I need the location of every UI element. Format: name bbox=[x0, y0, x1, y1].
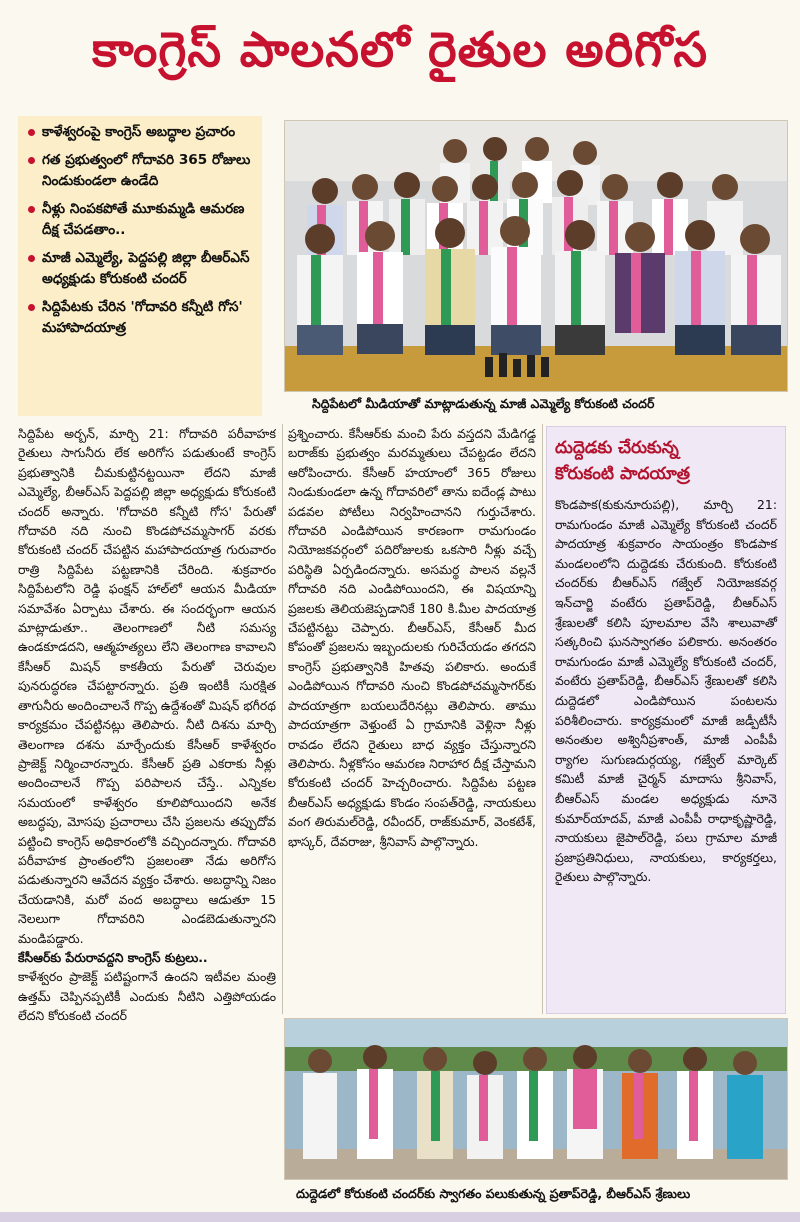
press-meet-caption: సిద్దిపేటలో మీడియాతో మాట్లాడుతున్న మాజీ ఎమ్మెల్యే కోరుకంటి చందర్ bbox=[312, 396, 655, 411]
article-paragraph: ప్రశ్నించారు. కేసీఆర్‌కు మంచి పేరు వస్తదని మేడిగడ్డ బరాజ్‌కు ప్రభుత్వం మరమ్మతులు చేపట్టడం లేదని ఆరోపించారు. కేసీఆర్ హయాంలో 365 రోజులు నిండుకుండలా ఉన్న గోదావరిలో తాను ఐదేండ్ల పాటు పడవల పోటీలు నిర్వహించానని గుర్తుచేశారు. గోదావరి ఎండిపోయిన కారణంగా రామగుండం నియోజకవర్గంలో పదిరోజులకు ఒకసారి నీళ్లు వచ్చే పరిస్థితి ఏర్పడిందన్నారు. అసమర్థ పాలన వల్లనే గోదావరి నది ఎండిపోయిందని, ఈ విషయాన్ని ప్రజలకు తెలియజెప్పడానికే 180 కి.మీల పాదయాత్ర చేపట్టినట్టు చెప్పారు. బీఆర్ఎస్, కేసీఆర్ మీద కోపంతో ప్రజలను ఇబ్బందులకు గురిచేయడం తగదని కాంగ్రెస్ ప్రభుత్వానికి హితవు పలికారు. అందుకే ఎండిపోయిన గోదావరి నుంచి కొండపోచమ్మసాగర్‌కు పాదయాత్రగా బయలుదేరినట్లు తెలిపారు. తాము పాదయాత్రగా వెళ్తుంటే ఏ గ్రామానికి వెళ్లినా నీళ్లు రావడం లేదని రైతులు బాధ వ్యక్తం చేస్తున్నారని తెలిపారు. నీళ్లకోసం ఆమరణ నిరాహార దీక్ష చేస్తామని కోరుకంటి చందర్ హెచ్చరించారు. సిద్దిపేట పట్టణ బీఆర్ఎస్ అధ్యక్షుడు కొండం సంపత్‌రెడ్డి, నాయకులు వంగ తిరుమల్‌రెడ్డి, రవీందర్, రాజ్‌కుమార్, వెంకటేశ్, భాస్కర్, దేవరాజు, శ్రీనివాస్ పాల్గొన్నారు. bbox=[288, 426, 536, 849]
article-column-1 bbox=[18, 424, 276, 1206]
page-bottom-strip bbox=[0, 1212, 800, 1222]
highlight-item: గత ప్రభుత్వంలో గోదావరి 365 రోజులు నిండుకుండలా ఉండేది bbox=[26, 150, 254, 192]
headline: కాంగ్రెస్ పాలనలో రైతుల అరిగోస bbox=[91, 22, 709, 78]
highlight-item: మాజీ ఎమ్మెల్యే, పెద్దపల్లి జిల్లా బీఆర్ఎస్ అధ్యక్షుడు కోరుకంటి చందర్ bbox=[26, 248, 254, 290]
welcome-caption: దుద్దెడలో కోరుకంటి చందర్‌కు స్వాగతం పలుకుతున్న ప్రతాప్‌రెడ్డి, బీఆర్ఎస్ శ్రేణులు bbox=[296, 1186, 691, 1201]
article-paragraph: సిద్దిపేట అర్బన్, మార్చి 21: గోదావరి పరీవాహక రైతులు సాగునీరు లేక అరిగోస పడుతుంటే కాంగ్రెస్ ప్రభుత్వానికి చీమకుట్టినట్టయినా లేదని మాజీ ఎమ్మెల్యే, బీఆర్ఎస్ పెద్దపల్లి జిల్లా అధ్యక్షుడు కోరుకంటి చందర్ అన్నారు. 'గోదావరి కన్నీటి గోస' పేరుతో గోదావరి నది నుంచి కొండపోచమ్మసాగర్ వరకు కోరుకంటి చందర్ చేపట్టిన మహాపాదయాత్ర గురువారం రాత్రి సిద్దిపేట పట్టణానికి చేరింది. శుక్రవారం సిద్దిపేటలోని రెడ్డి ఫంక్షన్ హాల్‌లో ఆయన మీడియా సమావేశం ఏర్పాటు చేశారు. ఈ సందర్భంగా ఆయన మాట్లాడుతూ.. తెలంగాణలో నీటి సమస్య ఉండకూడదని, ఆత్మహత్యలు లేని తెలంగాణ కావాలని కేసీఆర్ మిషన్ కాకతీయ పేరుతో చెరువుల పునరుద్ధరణ చేపట్టారన్నారు. ప్రతి ఇంటికీ సురక్షిత తాగునీరు అందించాలనే గొప్ప ఉద్దేశంతో మిషన్ భగీరథ కార్యక్రమం చేపట్టినట్లు తెలిపారు. నీటి దిశను మార్చి తెలంగాణ దశను మార్చేందుకు కేసీఆర్ కాళేశ్వరం ప్రాజెక్ట్ నిర్మించారన్నారు. కేసీఆర్ ప్రతి ఎకరాకు నీళ్లు అందించాలనే గొప్ప పరిపాలన చేస్తే.. ఎన్నికల సమయంలో కాళేశ్వరం కూలిపోయిందని అనేక అబద్ధపు, మోసపు ప్రచారాలు చేసి ప్రజలను తప్పుదోవ పట్టించి కాంగ్రెస్ అధికారంలోకి వచ్చిందన్నారు. గోదావరి పరీవాహక ప్రాంతంలోని ప్రజలంతా నేడు అరిగోస పడుతున్నారని ఆవేదన వ్యక్తం చేశారు. అబద్ధాన్ని నిజం చేయడానికి, మరో వంద అబద్ధాలు ఆడుతూ 15 నెలలుగా గోదావరిని ఎండబెడుతున్నారని మండిపడ్డారు. bbox=[18, 426, 276, 946]
highlights-box bbox=[18, 116, 262, 416]
highlight-item: కాళేశ్వరంపై కాంగ్రెస్ అబద్ధాల ప్రచారం bbox=[26, 122, 254, 143]
article-subhead: కేసీఆర్‌కు పేరురావద్దని కాంగ్రెస్ కుట్రలు.. bbox=[18, 949, 208, 965]
side-story-title-line: కోరుకంటి పాదయాత్ర bbox=[555, 464, 691, 484]
highlight-item: నీళ్లు నింపకపోతే మూకుమ్మడి ఆమరణ దీక్ష చేపడతాం.. bbox=[26, 199, 254, 241]
side-story-title-line: దుద్దెడకు చేరుకున్న bbox=[555, 438, 679, 458]
side-story-body: కొండపాక(కుకునూరుపల్లి), మార్చి 21: రామగుండం మాజీ ఎమ్మెల్యే కోరుకంటి చందర్ పాదయాత్ర శుక్రవారం సాయంత్రం కొండపాక మండలంలోని దుద్దెడకు చేరుకుంది. కోరుకంటి చందర్‌కు బీఆర్ఎస్ గజ్వేల్ నియోజకవర్గ ఇన్‌చార్జి వంటేరు ప్రతాప్‌రెడ్డి, బీఆర్ఎస్ శ్రేణులతో కలిసి పూలమాల వేసి శాలువాతో సత్కరించి ఘనస్వాగతం పలికారు. అనంతరం రామగుండం మాజీ ఎమ్మెల్యే కోరుకంటి చందర్, వంటేరు ప్రతాప్‌రెడ్డి, బీఆర్ఎస్ శ్రేణులతో కలిసి దుద్దెడలో ఎండిపోయిన పంటలను పరిశీలించారు. కార్యక్రమంలో మాజీ జడ్పీటీసీ అనంతుల అశ్వినీప్రశాంత్, మాజీ ఎంపీపీ ర్యాగల సుగుణదుర్గయ్య, గజ్వేల్ మార్కెట్ కమిటీ మాజీ చైర్మన్ మాదాసు శ్రీనివాస్, బీఆర్ఎస్ మండల అధ్యక్షుడు నూనె కుమార్‌యాదవ్, మాజీ ఎంపీపీ రాధాకృష్ణారెడ్డి, నాయకులు జైపాల్‌రెడ్డి, పలు గ్రామాల మాజీ ప్రజాప్రతినిధులు, నాయకులు, కార్యకర్తలు, రైతులు పాల్గొన్నారు. bbox=[555, 497, 777, 885]
welcome-photo bbox=[284, 1018, 788, 1180]
press-meet-photo bbox=[284, 120, 788, 392]
welcome-photo-graphic bbox=[285, 1019, 787, 1179]
article-paragraph: కాళేశ్వరం ప్రాజెక్ట్ పటిష్టంగానే ఉందని ఇటీవల మంత్రి ఉత్తమ్ చెప్పినప్పటికీ ఎందుకు నీటిని ఎత్తిపోయడం లేదని కోరుకంటి చందర్ bbox=[18, 969, 276, 1024]
highlight-item: సిద్దిపేటకు చేరిన 'గోదావరి కన్నీటి గోస' మహాపాదయాత్ర bbox=[26, 297, 254, 339]
side-story-title bbox=[555, 435, 777, 487]
press-meet-photo-graphic bbox=[285, 121, 787, 391]
column-divider bbox=[282, 424, 283, 1014]
side-story-box bbox=[546, 426, 786, 1014]
column-divider bbox=[542, 424, 543, 1014]
article-column-2 bbox=[288, 424, 536, 1014]
